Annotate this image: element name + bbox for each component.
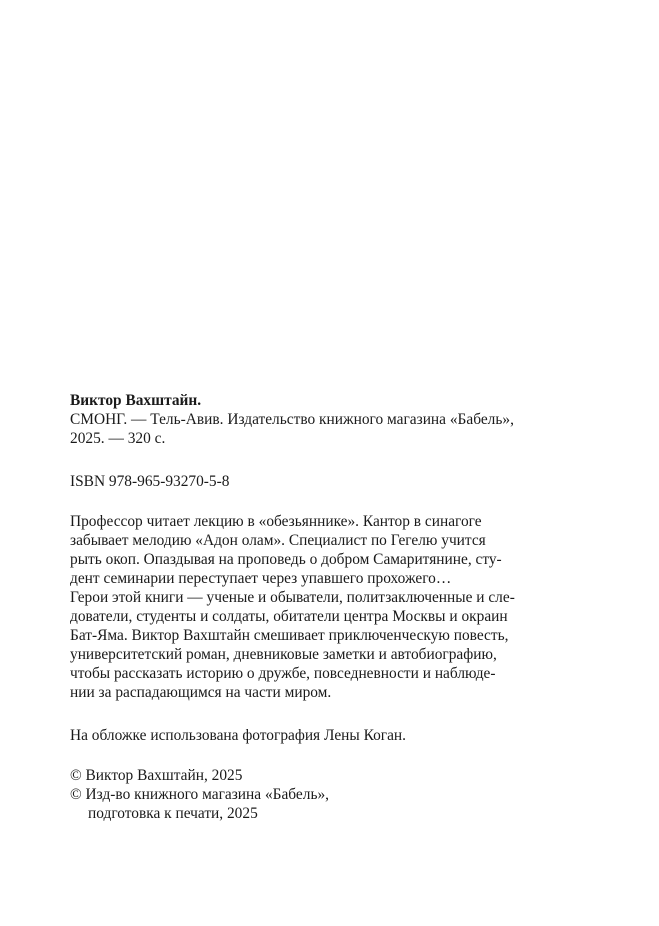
bibliographic-line: 2025. — 320 с. xyxy=(70,430,166,447)
isbn-number: ISBN 978-965-93270-5-8 xyxy=(70,473,230,490)
bibliographic-line: СМОНГ. — Тель-Авив. Издательство книжного магазина «Бабель», xyxy=(70,411,514,428)
annotation-line: Бат-Яма. Виктор Вахштайн смешивает приключенческую повесть, xyxy=(70,627,509,644)
annotation-line: чтобы рассказать историю о дружбе, повседневности и наблюде- xyxy=(70,665,496,682)
isbn-block xyxy=(70,472,590,491)
annotation-line: Профессор читает лекцию в «обезьяннике». Кантор в синагоге xyxy=(70,513,482,530)
annotation-line: дент семинарии переступает через упавшего прохожего… xyxy=(70,570,452,587)
copyright-notice xyxy=(70,766,590,823)
annotation-line: рыть окоп. Опаздывая на проповедь о добром Самаритянине, сту- xyxy=(70,551,502,568)
copyright-line: © Виктор Вахштайн, 2025 xyxy=(70,767,243,784)
annotation-line: нии за распадающимся на части миром. xyxy=(70,684,332,701)
author-name: Виктор Вахштайн. xyxy=(70,392,202,409)
annotation-line: университетский роман, дневниковые заметки и автобиографию, xyxy=(70,646,497,663)
copyright-line: подготовка к печати, 2025 xyxy=(88,805,258,822)
annotation-line: забывает мелодию «Адон олам». Специалист по Гегелю учится xyxy=(70,532,486,549)
cover-photo-credit xyxy=(70,726,590,745)
cover-photo-credit-text: На обложке использована фотография Лены Коган. xyxy=(70,727,406,744)
annotation-line: Герои этой книги — ученые и обыватели, политзаключенные и сле- xyxy=(70,589,515,606)
annotation-paragraph xyxy=(70,512,590,702)
bibliographic-record xyxy=(70,391,590,448)
annotation-line: дователи, студенты и солдаты, обитатели центра Москвы и окраин xyxy=(70,608,508,625)
copyright-line: © Изд-во книжного магазина «Бабель», xyxy=(70,786,330,803)
